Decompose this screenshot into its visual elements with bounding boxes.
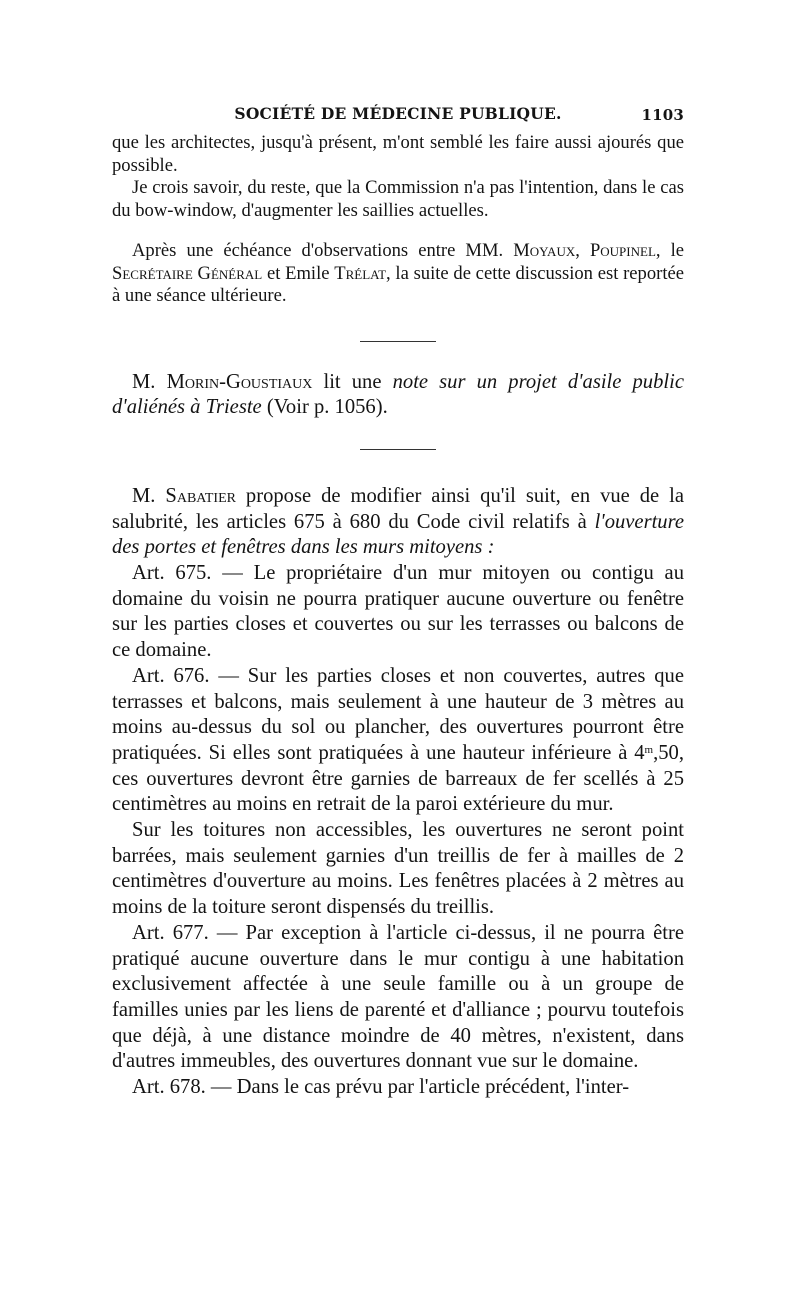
minutes-paragraph: Après une échéance d'observations entre MM. Moyaux, Poupinel, le Secrétaire Général et Emile Trélat, la suite de cette discussion est reportée à une séance ultérieure. <box>112 240 685 306</box>
running-title: SOCIÉTÉ DE MÉDECINE PUBLIQUE. <box>234 104 562 123</box>
person-secretaire-general: Secrétaire Général <box>112 262 263 284</box>
article-676: Art. 676. — Sur les parties closes et non couvertes, autres que terrasses et balcons, mais seulement à une hauteur de 3 mètres au moins au-dessus du sol ou plancher, des ouvertures pourront être pratiquées. Si elles sont pratiquées à une hauteur inférieure à 4$^m$,50, ces ouvertures devront être garnies de barreaux de fer scellés à 25 centimètres au moins en retrait de la paroi extérieure du mur. <box>112 664 684 816</box>
book-page <box>112 98 684 1101</box>
sabatier-intro: M. Sabatier propose de modifier ainsi qu'il suit, en vue de la salubrité, les articles 675 à 680 du Code civil relatifs à l'ouverture des portes et fenêtres dans les murs mitoyens : <box>112 484 684 559</box>
article-678: Art. 678. — Dans le cas prévu par l'article précédent, l'inter- <box>132 1076 630 1099</box>
sabatier-proposal <box>112 484 684 1101</box>
article-676-toitures: Sur les toitures non accessibles, les ouvertures ne seront point barrées, mais seulement garnies d'un treillis de fer à mailles de 2 centimètres d'ouverture au moins. Les fenêtres placées à 2 mètres au moins de la toiture seront dispensés du treillis. <box>112 819 684 919</box>
morin-paragraph: M. Morin-Goustiaux lit une note sur un projet d'asile public d'aliénés à Trieste (Voir p. 1056). <box>112 370 684 419</box>
article-677: Art. 677. — Par exception à l'article ci-dessus, il ne pourra être pratiqué aucune ouverture dans le mur contigu à une habitation exclusivement affectée à une seule famille ou à un groupe de familles unies par les liens de parenté et d'alliance ; pourvu toutefois que déjà, à une distance moindre de 40 mètres, n'existent, dans d'autres immeubles, des ouvertures donnant vue sur le domaine. <box>112 921 684 1073</box>
proposal-subject: l'ouverture des portes et fenêtres dans les murs mitoyens : <box>112 510 684 559</box>
person-trelat: Trélat <box>334 262 387 284</box>
article-675: Art. 675. — Le propriétaire d'un mur mitoyen ou contigu au domaine du voisin ne pourra pratiquer aucune ouverture ou fenêtre sur les parties closes et couvertes ou sur les terrasses ou balcons de ce domaine. <box>112 562 684 662</box>
note-title: note sur un projet d'asile public d'aliénés à Trieste <box>112 370 684 419</box>
continued-paragraph-2: Je crois savoir, du reste, que la Commission n'a pas l'intention, dans le cas du bow-window, d'augmenter les saillies actuelles. <box>112 177 684 221</box>
section-divider <box>360 341 436 342</box>
continued-speech <box>112 132 684 222</box>
person-sabatier: Sabatier <box>165 484 236 507</box>
person-moyaux: Moyaux <box>513 240 576 261</box>
continued-paragraph-1: que les architectes, jusqu'à présent, m'ont semblé les faire aussi ajourés que possible. <box>112 132 684 176</box>
page-reference: (Voir p. 1056). <box>261 396 388 419</box>
page-number: 1103 <box>641 106 684 124</box>
running-head <box>112 98 684 128</box>
person-poupinel: Poupinel <box>589 240 656 261</box>
person-morin-goustiaux: Morin-Goustiaux <box>166 370 313 393</box>
section-divider <box>360 449 436 450</box>
